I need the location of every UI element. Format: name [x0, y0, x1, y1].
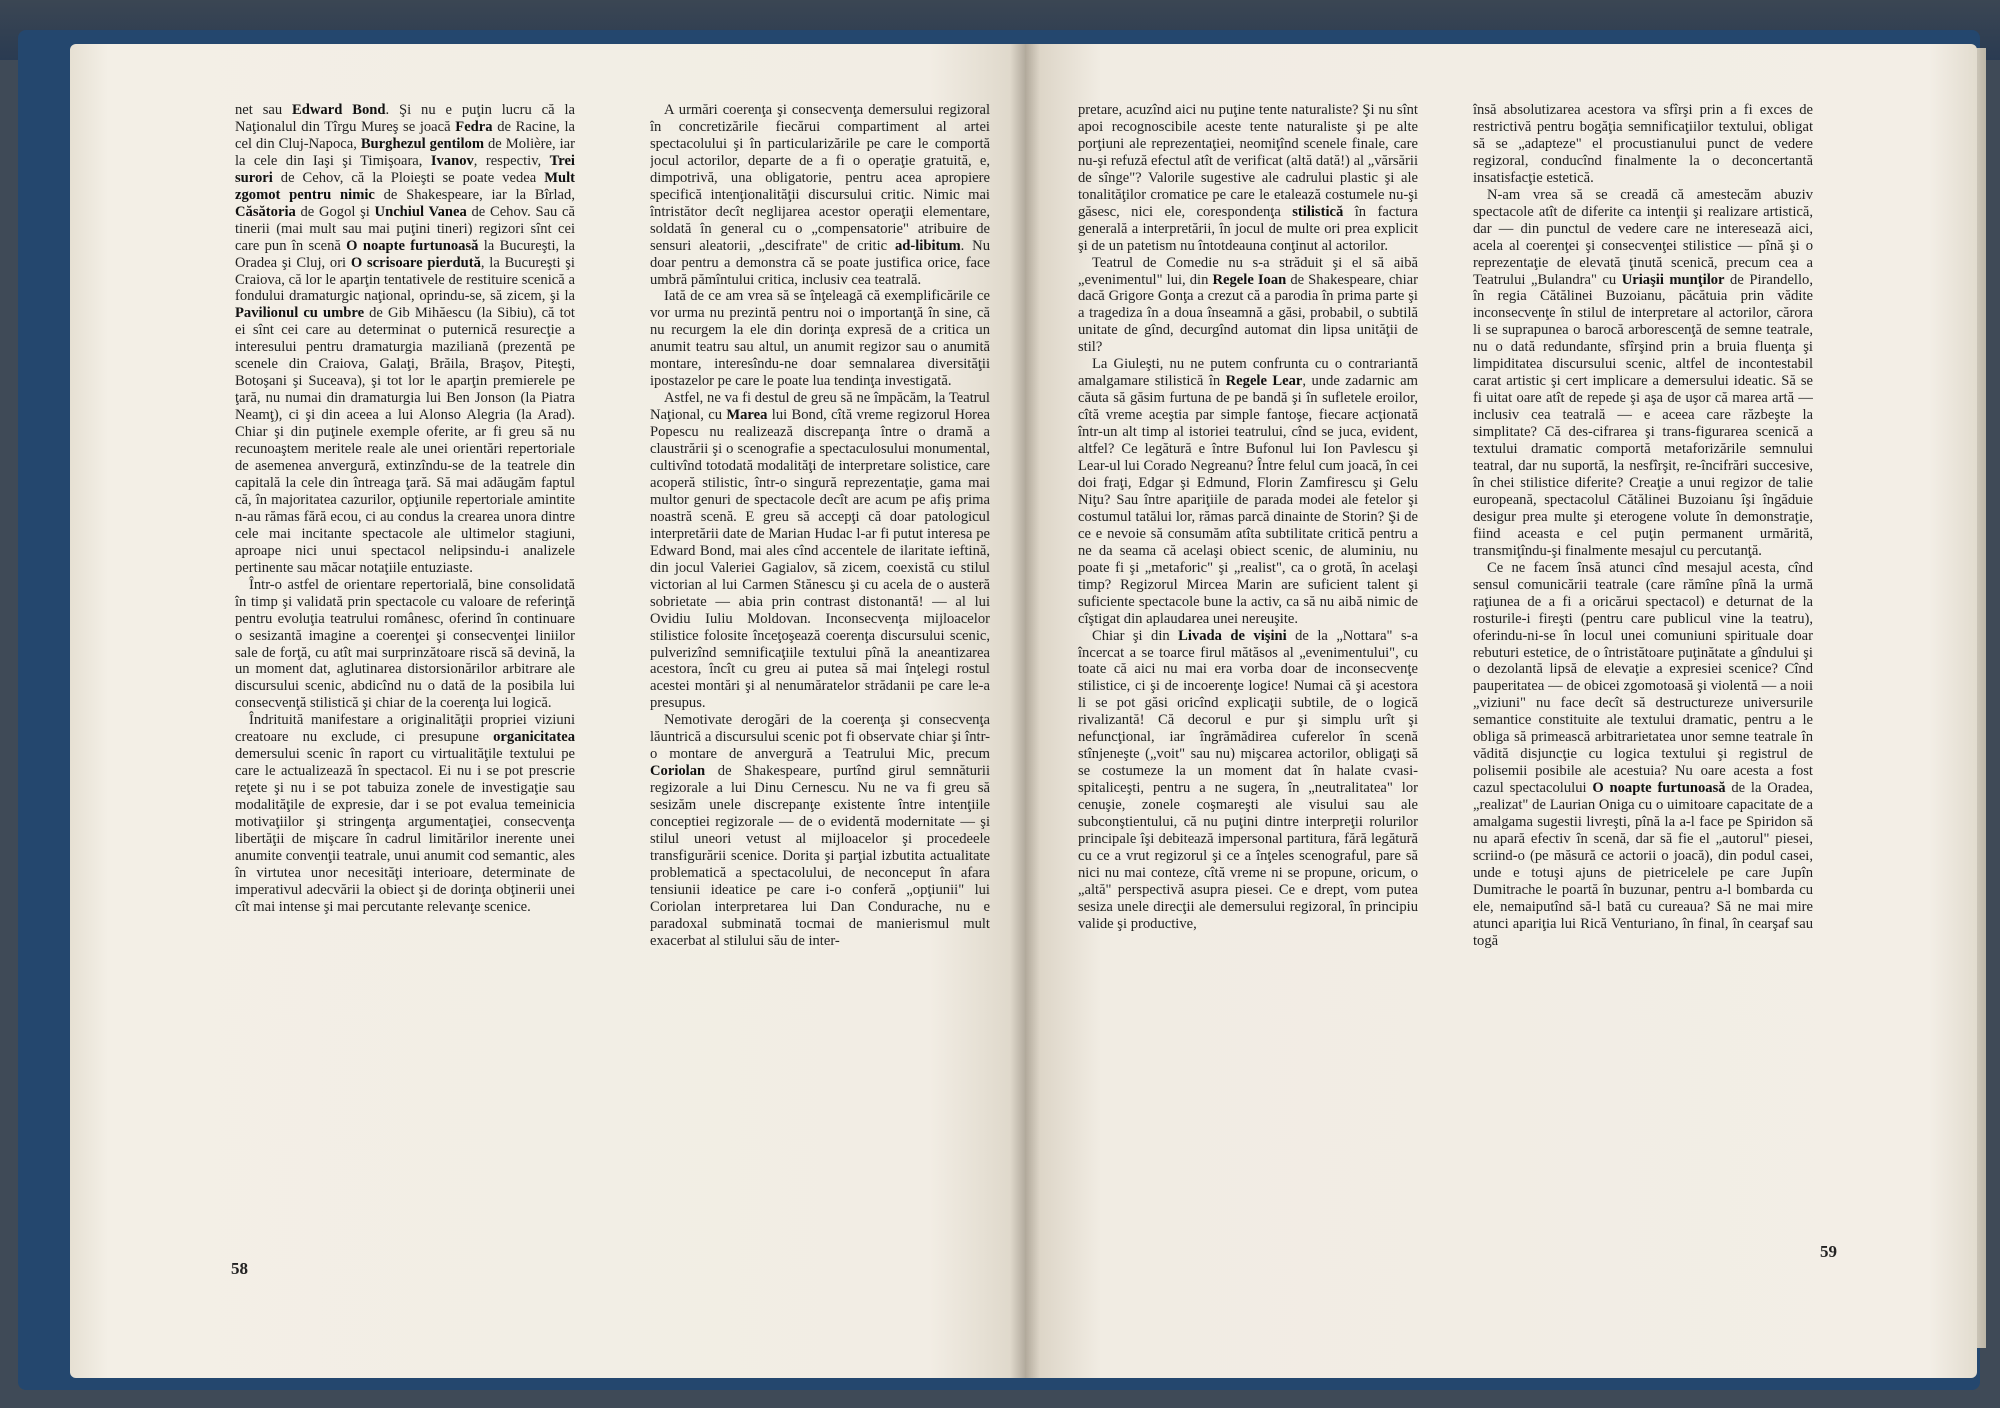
bold-title: O scrisoare pierdută: [350, 254, 481, 271]
bold-title: Unchiul Vanea: [374, 203, 467, 220]
bold-title: Regele Lear: [1225, 373, 1303, 390]
bold-title: O noapte furtunoasă: [346, 237, 479, 254]
column-3: [1078, 102, 1418, 1292]
column-4: [1473, 102, 1813, 1292]
bold-title: Mult zgomot pentru nimic: [235, 169, 575, 203]
page-number-right: 59: [1820, 1242, 1837, 1261]
paragraph: Îndrituită manifestare a originalităţii propriei viziuni creatoare nu exclude, ci presupune organicitatea demersului scenic în raport cu virtualităţile textului pe care le actualizează în spectacol. Ei nu i se pot prescrie reţete şi nu i se pot tabuiza zonele de investigaţie sau modalităţile de expresie, dar i se pot evalua temeinicia motivaţiilor şi stringenţa argumentaţiei, consecvenţa libertăţii de mişcare în cadrul limitărilor inerente unei anumite convenţii teatrale, unui anumit cod semantic, ales în virtutea unor necesităţi interioare, determinate de imperativul adecvării la obiect şi de dorinţa obţinerii unei cît mai intense şi mai percutante relevanţe scenice.: [235, 712, 575, 915]
paragraph: Nemotivate derogări de la coerenţa şi consecvenţa lăuntrică a discursului scenic pot fi observate chiar şi într-o montare de anvergură a Teatrului Mic, precum Coriolan de Shakespeare, purtînd girul semnăturii regizorale a lui Dinu Cernescu. Nu ne va fi greu să sesizăm unele discrepanţe existente între intenţiile conceptiei regizorale — de o evidentă modernitate — şi stilul uneori vetust al mijloacelor şi procedeele transfigurării scenice. Dorita şi parţial izbutita actualitate problematică a spectacolului, de neconceput în afara tensiunii ideatice pe care i-o conferă „opţiunii" lui Coriolan interpretarea lui Dan Condurache, nu e paradoxal subminată tocmai de manierismul mult exacerbat al stilului său de inter-: [650, 712, 990, 949]
bold-title: Ivanov: [430, 152, 474, 169]
bold-title: Fedra: [455, 118, 493, 135]
bold-title: organicitatea: [493, 729, 575, 746]
paragraph: A urmări coerenţa şi consecvenţa demersului regizoral în concretizările fiecărui compartiment al artei spectacolului şi în particularizările pe care le comportă jocul actorilor, departe de a fi o operaţie gratuită, e, dimpotrivă, una obligatorie, pentru acea apropiere specifică intenţionalităţii discursului critic. Nimic mai întristător decît neglijarea acestor operaţii elementare, soldată în general cu o „compensatorie" atribuire de sensuri aleatorii, „descifrate" de critic ad-libitum. Nu doar pentru a demonstra că se poate justifica orice, face umbră pămîntului critica, inclusiv cea teatrală.: [650, 102, 990, 288]
paragraph: Iată de ce am vrea să se înţeleagă că exemplificările ce vor urma nu prezintă pentru noi o importanţă în sine, că nu recurgem la ele din dorinţa expresă de a critica un anumit teatru sau altul, un anumit regizor sau o anumită montare, interesîndu-ne doar semnalarea diversităţii ipostazelor pe care le poate lua tendinţa investigată.: [650, 288, 990, 390]
bold-title: Pavilionul cu umbre: [235, 305, 365, 322]
right-page: [1025, 44, 1977, 1378]
bold-title: Regele Ioan: [1212, 271, 1287, 288]
bold-title: Uriaşii munţilor: [1621, 271, 1725, 288]
bold-title: Trei surori: [235, 152, 575, 186]
paragraph: Teatrul de Comedie nu s-a străduit şi el să aibă „evenimentul" lui, din Regele Ioan de Shakespeare, chiar dacă Grigore Gonţa a crezut că a parodia în prima parte şi a tragediza în a doua înseamnă a găsi, probabil, o subtilă unitate de gînd, decurgînd automat din lipsa unităţii de stil?: [1078, 254, 1418, 356]
paragraph: Ce ne facem însă atunci cînd mesajul acesta, cînd sensul comunicării teatrale (care rămîne pînă la urmă raţiunea de a fi a oricărui spectacol) e deturnat de la rosturile-i fireşti (pentru care publicul vine la teatru), oferindu-ni-se în locul unei comuniuni spirituale doar rebuturi estetice, de o întristătoare puţinătate a gîndului şi o dezolantă lipsă de elevaţie a expresiei scenice? Cînd pauperitatea — de obicei zgomotoasă şi violentă — a noii „viziuni" nu face decît să destructureze universurile semantice constituite ale textului dramatic, pentru a le obliga să primească arbitrarietatea unor semne teatrale în vădită disjuncţie cu logica textului şi registrul de polisemii posibile ale acestuia? Nu oare acesta a fost cazul spectacolului O noapte furtunoasă de la Oradea, „realizat" de Laurian Oniga cu o uimitoare capacitate de a amalgama sugestii livreşti, pînă la a-l face pe Spiridon să nu apară efectiv în scenă, dar să fie el „autorul" piesei, scriind-o (pe măsură ce actorii o joacă), din podul casei, unde e totuşi ajuns de pietricelele pe care Jupîn Dumitrache le poartă în buzunar, pentru a-l bombarda cu ele, nemaiputînd să-l bată cu cureaua? Să ne mai mire atunci apariţia lui Rică Venturiano, în final, în cearşaf sau togă: [1473, 559, 1813, 949]
left-page: [70, 44, 1025, 1378]
bold-title: Marea: [726, 407, 768, 424]
paragraph: La Giuleşti, nu ne putem confrunta cu o contrariantă amalgamare stilistică în Regele Lear, unde zadarnic am căuta să găsim furtuna de pe bandă şi în sufletele eroilor, cîtă vreme aceştia par simple fantoşe, fiecare acţionată într-un alt timp al istoriei teatrului, cînd se juca, evident, altfel? Ce legătură e între Bufonul lui Ion Pavlescu şi Lear-ul lui Corado Negreanu? Între felul cum joacă, în cei doi fraţi, Edgar şi Edmund, Florin Zamfirescu şi Gelu Niţu? Sau între apariţiile de parada modei ale fetelor şi costumul tatălui lor, rămas parcă dinainte de Storin? Şi de ce e nevoie să consumăm atîta subtilitate critică pentru a ne da seama că acelaşi obiect scenic, de aluminiu, nu poate fi şi „metaforic" şi „realist", ca o grotă, în acelaşi timp? Regizorul Mircea Marin are suficient talent şi suficiente spectacole bune la activ, ca să nu aibă nimic de cîştigat din aplaudarea unei nereuşite.: [1078, 356, 1418, 627]
bold-title: Căsătoria: [235, 203, 296, 220]
paragraph: însă absolutizarea acestora va sfîrşi prin a fi exces de restrictivă pentru bogăţia semnificaţiilor textului, obligat să se „adapteze" el procustianului punct de vedere regizoral, conducînd finalmente la o deconcertantă insatisfacţie estetică.: [1473, 102, 1813, 186]
paragraph: pretare, acuzînd aici nu puţine tente naturaliste? Şi nu sînt apoi recognoscibile aceste tente naturaliste şi pe alte porţiuni ale reprezentaţiei, neomiţînd scenele finale, care nu-şi refuză efectul atît de verificat (altă dată!) al „vărsării de sînge"? Valorile sugestive ale cadrului plastic şi ale tonalităţilor cromatice pe care le etalează costumele nu-şi găsesc, nici ele, corespondenţa stilistică în factura generală a interpretării, în jocul de multe ori prea explicit şi de un patetism nu întotdeauna conţinut al actorilor.: [1078, 102, 1418, 254]
paragraph: Într-o astfel de orientare repertorială, bine consolidată în timp şi validată prin spectacole cu valoare de referinţă pentru evoluţia teatrului românesc, oferind în continuare o sesizantă imagine a coerenţei şi consecvenţei liniilor sale de forţă, cu atît mai surprinzătoare riscă să devină, la un moment dat, aglutinarea distorsionărilor arbitrare ale discursului scenic, abdicînd nu o dată de la posibila lui consecvenţă stilistică şi chiar de la coerenţa lui logică.: [235, 576, 575, 712]
bold-title: Edward Bond: [292, 102, 386, 118]
paragraph: N-am vrea să se creadă că amestecăm abuziv spectacole atît de diferite ca intenţii şi realizare artistică, dar — din punctul de vedere care ne interesează aici, acela al coerenţei şi consecvenţei stilistice — pînă şi o reprezentaţie de elevată ţinută scenică, precum cea a Teatrului „Bulandra" cu Uriaşii munţilor de Pirandello, în regia Cătălinei Buzoianu, păcătuia prin vădite inconsecvenţe în stilul de interpretare al actorilor, cărora li se suprapunea o barocă arborescenţă de semne teatrale, nu o dată redundante, sfîrşind prin a bruia fluenţa şi limpiditatea discursului scenic, altfel de incontestabil carat artistic şi cert implicare a demersului ideatic. Să se fi uitat oare atît de repede şi aşa de uşor că marea artă — inclusiv cea teatrală — e aceea care răzbeşte la simplitate? Că des-cifrarea şi trans-figurarea scenică a textului dramatic comportă metaforizările semnului teatral, dar nu suportă, la nesfîrşit, re-încifrări succesive, în chei stilistice diferite? Creaţie a unui regizor de talie europeană, spectacolul Cătălinei Buzoianu îşi îngăduie desigur prea multe şi eterogene volute în demonstraţie, fiind aceasta e cel puţin permanent urmărită, transmiţîndu-şi finalmente mesajul cu percutanţă.: [1473, 186, 1813, 559]
paragraph: net sau Edward Bond. Şi nu e puţin lucru că la Naţionalul din Tîrgu Mureş se joacă Fedra de Racine, la cel din Cluj-Napoca, Burghezul gentilom de Molière, iar la cele din Iaşi şi Timişoara, Ivanov, respectiv, Trei surori de Cehov, că la Ploieşti se poate vedea Mult zgomot pentru nimic de Shakespeare, iar la Bîrlad, Căsătoria de Gogol şi Unchiul Vanea de Cehov. Sau că tinerii (mai mult sau mai puţini tineri) regizori sînt cei care pun în scenă O noapte furtunoasă la Bucureşti, la Oradea şi Cluj, ori O scrisoare pierdută, la Bucureşti şi Craiova, că lor le aparţin tentativele de restituire scenică a fondului dramaturgic naţional, oprindu-se, să zicem, şi la Pavilionul cu umbre de Gib Mihăescu (la Sibiu), că tot ei sînt cei care au determinat o puternică resurecţie a interesului pentru dramaturgia maziliană (prezentă pe scenele din Craiova, Galaţi, Brăila, Braşov, Piteşti, Botoşani şi Suceava), şi tot lor le aparţin premierele pe ţară, nu numai din dramaturgia lui Ben Jonson (la Piatra Neamţ), ci şi din aceea a lui Alonso Alegria (la Arad). Chiar şi din puţinele exemple oferite, ar fi greu să nu recunoaştem meritele reale ale unei orientări repertoriale de asemenea anvergură, extinzîndu-se de la teatrele din capitală la cele din întreaga ţară. Să mai adăugăm faptul că, în majoritatea cazurilor, opţiunile repertoriale amintite n-au rămas fără ecou, ci au condus la crearea unora dintre cele mai incitante spectacole ale ultimelor stagiuni, aproape nici unui spectacol nelipsindu-i analizele pertinente sau măcar notaţiile entuziaste.: [235, 102, 575, 576]
bold-title: Livada de vişini: [1178, 627, 1287, 644]
bold-title: O noapte furtunoasă: [1592, 780, 1726, 797]
book-gutter: [1010, 44, 1040, 1378]
bold-title: ad-libitum: [894, 237, 961, 254]
paragraph: Astfel, ne va fi destul de greu să ne împăcăm, la Teatrul Naţional, cu Marea lui Bond, cîtă vreme regizorul Horea Popescu nu realizează discrepanţa între o dramă a claustrării şi o scenografie a spectaculosului monumental, cultivînd totodată modalităţi de interpretare solistice, care acoperă stilistic, într-o singură reprezentaţie, gama mai multor genuri de spectacole decît are acum pe afiş prima noastră scenă. E greu să accepţi că doar patologicul interpretării date de Marian Hudac l-ar fi putut interesa pe Edward Bond, mai ales cînd accentele de ilaritate ieftină, din jocul Valeriei Gagialov, să zicem, coexistă cu stilul victorian al lui Carmen Stănescu şi cu acela de o austeră sobrietate — abia prin contrast distonantă! — al lui Ovidiu Iuliu Moldovan. Inconsecvenţa mijloacelor stilistice folosite înceţoşează coerenţa discursului scenic, pulverizînd semnificaţiile textului pînă la aneantizarea acestora, încît cu greu ai putea să mai înţelegi rostul acestei montări şi al nenumăratelor strădanii pe care le-a presupus.: [650, 390, 990, 712]
column-1: [235, 102, 575, 1292]
column-2: [650, 102, 990, 1292]
bold-title: stilistică: [1292, 203, 1344, 220]
bold-title: Coriolan: [650, 763, 706, 780]
bold-title: Burghezul gentilom: [360, 135, 484, 152]
paragraph: Chiar şi din Livada de vişini de la „Nottara" s-a încercat a se toarce firul mătăsos al „evenimentului", cu toate că aici nu mai era vorba doar de inconsecvenţe stilistice, ci şi de incoerenţe logice! Numai că şi acestora li se pot găsi oricînd explicaţii subtile, de o logică rivalizantă! Că decorul e pur şi simplu urît şi nefuncţional, iar îngrămădirea cuferelor în scenă stînjeneşte („voit" sau nu) mişcarea actorilor, obligaţi să se costumeze la un moment dat în halate cvasi-spitaliceşti, pentru a ne sugera, în „neutralitatea" lor cenuşie, zonele coşmareşti ale visului sau ale subconştientului, că nu puţini dintre interpreţii rolurilor principale îşi debitează impersonal partitura, fără legătură cu ce a vrut regizorul şi ce a înţeles scenograful, pare să nici nu mai conteze, cîtă vreme ni se propune, oricum, o „altă" perspectivă asupra piesei. Ce e drept, vom putea sesiza unele direcţii ale demersului regizoral, în principiu valide şi productive,: [1078, 627, 1418, 932]
page-number-left: 58: [231, 1259, 248, 1278]
